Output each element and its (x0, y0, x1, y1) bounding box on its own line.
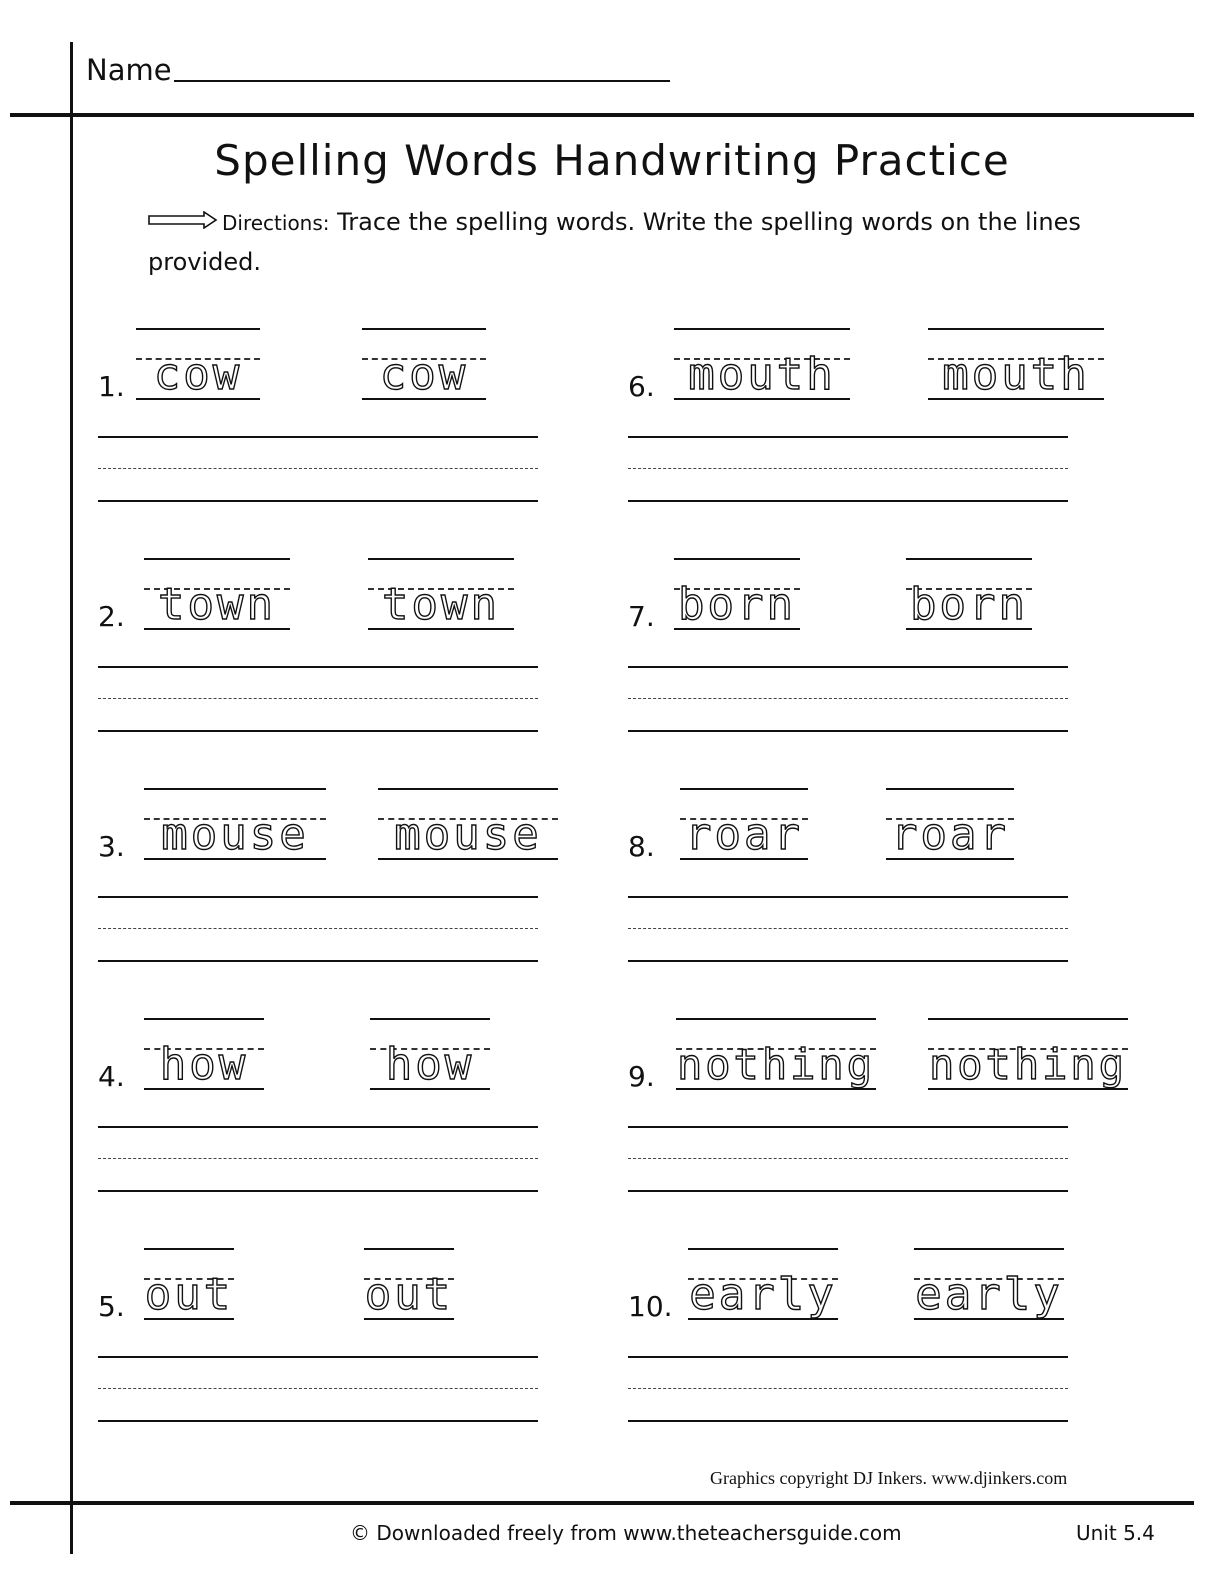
trace-topline (144, 1248, 234, 1250)
directions-label: Directions: (222, 211, 330, 235)
write-line (628, 666, 1068, 668)
write-line (628, 730, 1068, 732)
trace-word-box (680, 788, 808, 868)
write-line (98, 960, 538, 962)
trace-word-box (362, 328, 486, 408)
trace-word-box (364, 1248, 454, 1328)
trace-word-box (378, 788, 558, 868)
write-line (98, 928, 538, 929)
trace-word-box (928, 1018, 1128, 1098)
trace-word: born (910, 579, 1028, 630)
spelling-item (628, 558, 1088, 788)
directions (148, 203, 1088, 282)
trace-word: how (385, 1039, 475, 1090)
trace-topline (674, 558, 800, 560)
write-lines[interactable] (98, 1356, 538, 1422)
item-number: 1. (98, 370, 125, 403)
write-line (628, 1190, 1068, 1192)
trace-word-box (674, 558, 800, 638)
trace-topline (144, 1018, 264, 1020)
spelling-item (98, 788, 558, 1018)
spelling-item (98, 328, 558, 558)
write-line (628, 436, 1068, 438)
write-line (628, 500, 1068, 502)
write-line (98, 1126, 538, 1128)
trace-word: nothing (928, 1040, 1127, 1089)
write-lines[interactable] (98, 1126, 538, 1192)
write-lines[interactable] (628, 436, 1068, 502)
trace-word-box (144, 1018, 264, 1098)
trace-word-box (136, 328, 260, 408)
write-line (98, 698, 538, 699)
trace-word: town (382, 579, 500, 630)
write-line (98, 468, 538, 469)
spelling-item (98, 1018, 558, 1248)
write-line (628, 1356, 1068, 1358)
trace-word: how (159, 1039, 249, 1090)
trace-word: cow (153, 349, 243, 400)
write-line (98, 1356, 538, 1358)
trace-word-box (906, 558, 1032, 638)
trace-topline (928, 1018, 1128, 1020)
trace-topline (378, 788, 558, 790)
item-number: 10. (628, 1290, 673, 1323)
trace-word: mouse (161, 809, 309, 860)
trace-word: out (144, 1269, 234, 1320)
trace-word-box (144, 1248, 234, 1328)
name-write-line[interactable] (174, 80, 670, 82)
trace-topline (362, 328, 486, 330)
item-number: 8. (628, 830, 655, 863)
trace-word-box (144, 558, 290, 638)
write-lines[interactable] (628, 1356, 1068, 1422)
trace-topline (928, 328, 1104, 330)
write-line (98, 1158, 538, 1159)
write-line (98, 666, 538, 668)
trace-word: roar (685, 809, 803, 860)
write-lines[interactable] (628, 666, 1068, 732)
trace-word-box (370, 1018, 490, 1098)
trace-word-box (144, 788, 326, 868)
write-lines[interactable] (628, 896, 1068, 962)
spelling-item (98, 558, 558, 788)
trace-topline (886, 788, 1014, 790)
trace-word: early (689, 1269, 837, 1320)
spelling-item (628, 1018, 1127, 1248)
write-line (98, 896, 538, 898)
trace-word: out (364, 1269, 454, 1320)
trace-word: mouth (942, 349, 1090, 400)
left-margin-line (70, 42, 73, 1554)
trace-topline (674, 328, 850, 330)
name-field[interactable] (86, 52, 670, 88)
trace-word-box (914, 1248, 1064, 1328)
trace-word: mouth (688, 349, 836, 400)
unit-label: Unit 5.4 (1076, 1521, 1155, 1545)
write-line (628, 1126, 1068, 1128)
trace-word-box (368, 558, 514, 638)
write-line (628, 1420, 1068, 1422)
trace-topline (144, 558, 290, 560)
trace-topline (370, 1018, 490, 1020)
trace-word: nothing (676, 1040, 875, 1089)
spelling-item (628, 788, 1088, 1018)
trace-word: cow (379, 349, 469, 400)
trace-word: mouse (394, 809, 542, 860)
item-number: 9. (628, 1060, 655, 1093)
header-divider (10, 113, 1194, 117)
trace-topline (144, 788, 326, 790)
trace-topline (136, 328, 260, 330)
trace-word: roar (891, 809, 1009, 860)
trace-topline (676, 1018, 876, 1020)
trace-word-box (688, 1248, 838, 1328)
trace-word-box (676, 1018, 876, 1098)
write-line (98, 436, 538, 438)
trace-word: born (678, 579, 796, 630)
trace-topline (364, 1248, 454, 1250)
spelling-item (628, 328, 1088, 558)
write-line (98, 1388, 538, 1389)
page-title: Spelling Words Handwriting Practice (214, 136, 1010, 185)
trace-word: early (915, 1269, 1063, 1320)
write-line (628, 928, 1068, 929)
trace-topline (906, 558, 1032, 560)
write-line (98, 500, 538, 502)
item-number: 2. (98, 600, 125, 633)
trace-topline (368, 558, 514, 560)
directions-text: Trace the spelling words. Write the spelling words on the lines provided. (148, 208, 1081, 276)
write-line (628, 468, 1068, 469)
write-line (628, 960, 1068, 962)
write-line (628, 896, 1068, 898)
item-number: 4. (98, 1060, 125, 1093)
trace-word-box (928, 328, 1104, 408)
spelling-item (98, 1248, 558, 1478)
write-line (98, 1420, 538, 1422)
item-number: 7. (628, 600, 655, 633)
name-label: Name (86, 53, 172, 87)
arrow-right-icon (148, 211, 218, 229)
write-line (628, 1158, 1068, 1159)
write-lines[interactable] (98, 436, 538, 502)
trace-word: town (158, 579, 276, 630)
write-lines[interactable] (98, 666, 538, 732)
item-number: 6. (628, 370, 655, 403)
trace-topline (680, 788, 808, 790)
trace-word-box (674, 328, 850, 408)
trace-topline (688, 1248, 838, 1250)
graphics-copyright: Graphics copyright DJ Inkers. www.djinkers.com (710, 1468, 1068, 1488)
write-lines[interactable] (98, 896, 538, 962)
trace-topline (914, 1248, 1064, 1250)
write-line (98, 1190, 538, 1192)
item-number: 5. (98, 1290, 125, 1323)
write-line (628, 698, 1068, 699)
write-lines[interactable] (628, 1126, 1068, 1192)
footer-divider (10, 1501, 1194, 1505)
trace-word-box (886, 788, 1014, 868)
item-number: 3. (98, 830, 125, 863)
spelling-item (628, 1248, 1088, 1478)
write-line (98, 730, 538, 732)
write-line (628, 1388, 1068, 1389)
download-credit: © Downloaded freely from www.theteachersguide.com (350, 1521, 902, 1545)
